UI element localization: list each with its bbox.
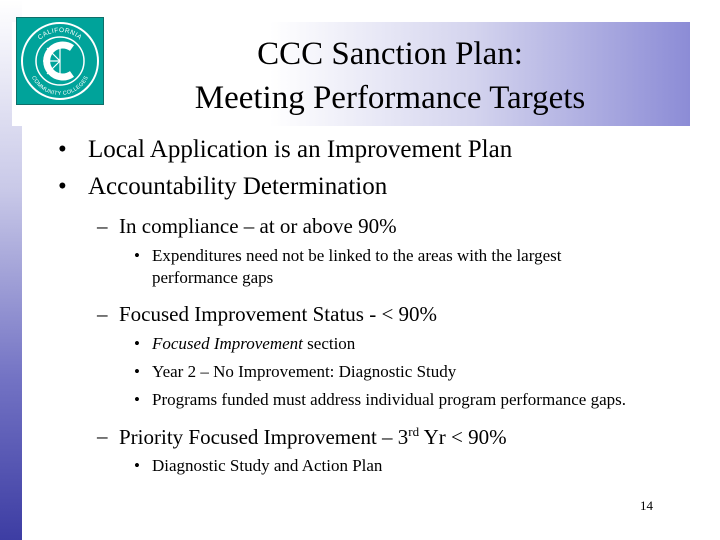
california-community-colleges-logo [16,17,104,105]
title-line-1: CCC Sanction Plan: [257,36,523,72]
bullet-local-application: Local Application is an Improvement Plan [88,136,513,163]
dash-marker: – [97,302,108,326]
item-programs-funded: Programs funded must address individual program performance gaps. [152,390,626,409]
item-diagnostic-study: Diagnostic Study and Action Plan [152,456,383,475]
slide-title [140,32,640,120]
page-number: 14 [640,498,653,513]
bullet-accountability: Accountability Determination [88,173,388,200]
logo-emblem-icon [17,18,103,104]
bullet-marker: • [58,136,67,163]
priority-label-before: Priority Focused Improvement – 3 [119,425,409,449]
svg-text:COMMUNITY COLLEGES: COMMUNITY COLLEGES [30,75,90,98]
bullet-marker: • [134,246,140,265]
text-section: section [302,334,356,353]
bullet-marker: • [58,173,67,200]
item-expenditures-line2: performance gaps [152,268,274,287]
sub-priority-focused [119,424,507,450]
priority-label-after: Yr < 90% [419,425,507,449]
item-year2: Year 2 – No Improvement: Diagnostic Study [152,362,457,381]
bullet-marker: • [134,456,140,475]
dash-marker: – [97,214,108,238]
bullet-marker: • [134,334,140,353]
item-focused-improvement-section [152,334,355,354]
svg-text:CALIFORNIA: CALIFORNIA [36,26,84,42]
bullet-marker: • [134,362,140,381]
italic-focused-improvement: Focused Improvement [152,334,303,353]
priority-label-sup: rd [408,424,420,439]
item-expenditures-line1: Expenditures need not be linked to the areas with the largest [152,246,562,265]
sub-focused-improvement: Focused Improvement Status - < 90% [119,302,438,326]
sub-in-compliance: In compliance – at or above 90% [119,214,397,238]
bullet-marker: • [134,390,140,409]
title-line-2: Meeting Performance Targets [194,80,586,116]
dash-marker: – [97,424,108,448]
